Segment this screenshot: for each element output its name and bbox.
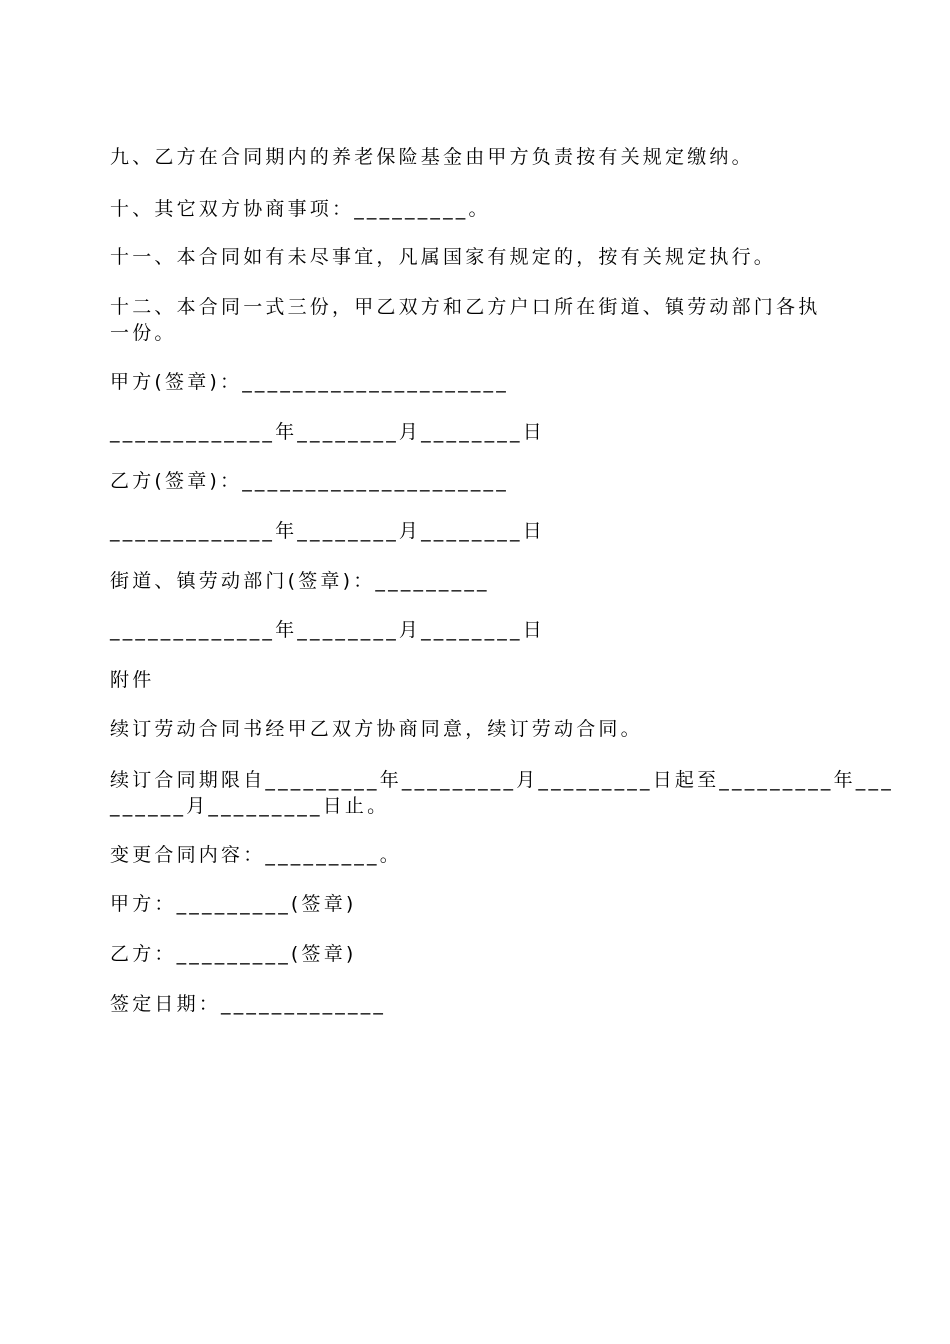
labor-dept-signature: 街道、镇劳动部门(签章)：_________ [110, 570, 490, 592]
appendix-party-b: 乙方：_________(签章) [110, 943, 357, 965]
clause-12-line-2: 一份。 [110, 322, 177, 344]
labor-dept-date: _____________年________月________日 [110, 619, 545, 641]
clause-11: 十一、本合同如有未尽事宜，凡属国家有规定的，按有关规定执行。 [110, 246, 777, 268]
clause-9: 九、乙方在合同期内的养老保险基金由甲方负责按有关规定缴纳。 [110, 146, 754, 168]
renewal-term-line-1: 续订合同期限自_________年_________月_________日起至_________年___ [110, 769, 894, 791]
party-a-date: _____________年________月________日 [110, 421, 545, 443]
party-b-signature: 乙方(签章)：_____________________ [110, 470, 509, 492]
clause-10: 十、其它双方协商事项：_________。 [110, 198, 491, 220]
signing-date: 签定日期：_____________ [110, 993, 387, 1015]
party-a-signature: 甲方(签章)：_____________________ [110, 371, 509, 393]
renewal-term-line-2: ______月_________日止。 [110, 795, 390, 817]
amended-content: 变更合同内容：_________。 [110, 844, 402, 866]
appendix-heading: 附件 [110, 669, 155, 691]
party-b-date: _____________年________月________日 [110, 520, 545, 542]
clause-12-line-1: 十二、本合同一式三份，甲乙双方和乙方户口所在街道、镇劳动部门各执 [110, 296, 821, 318]
renewal-statement: 续订劳动合同书经甲乙双方协商同意，续订劳动合同。 [110, 718, 643, 740]
appendix-party-a: 甲方：_________(签章) [110, 893, 357, 915]
